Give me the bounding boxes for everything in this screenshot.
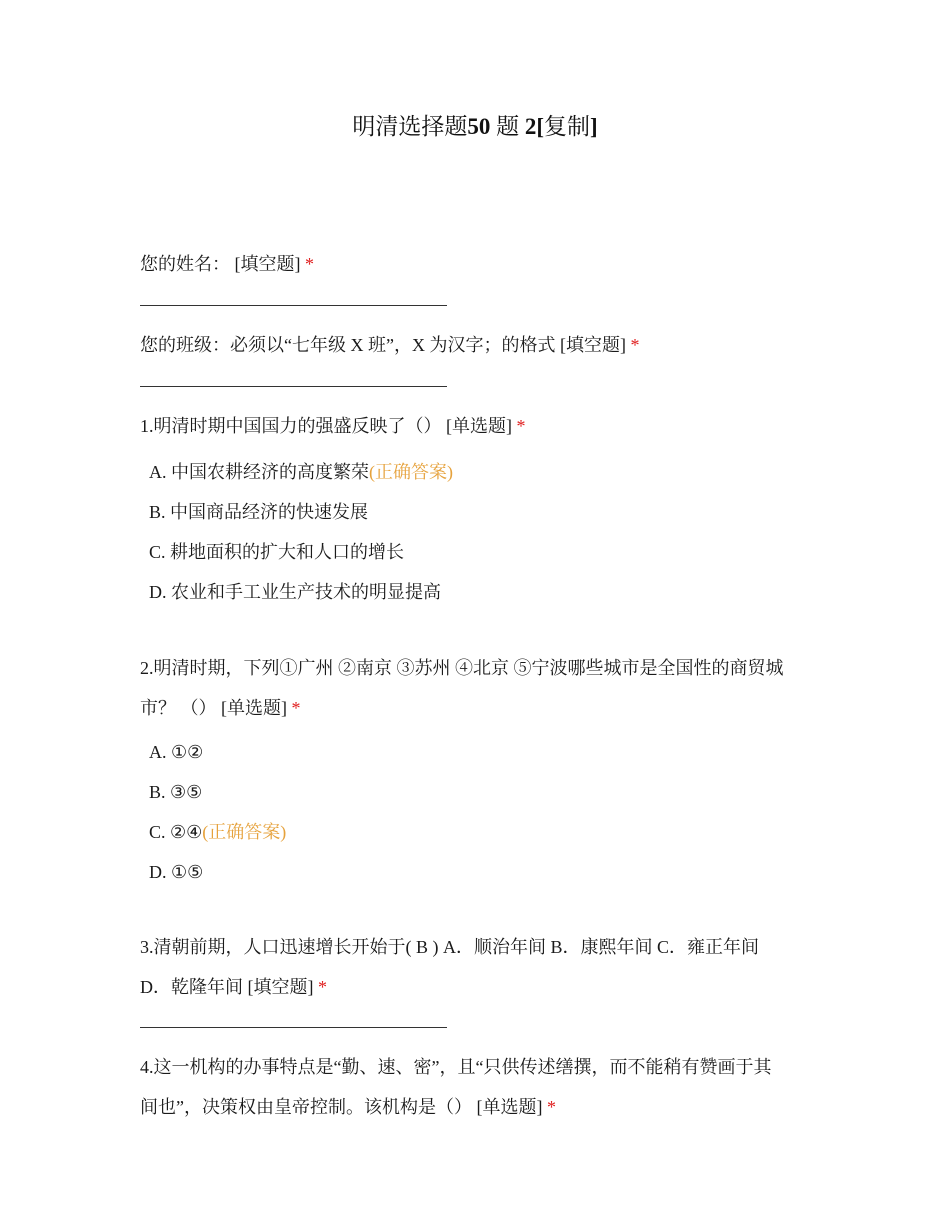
question-1 bbox=[140, 406, 820, 446]
required-mark: * bbox=[546, 1097, 556, 1117]
question-2-option-b[interactable]: B. ③⑤ bbox=[149, 782, 203, 802]
required-mark: * bbox=[291, 698, 301, 718]
title-mid: 题 bbox=[496, 114, 520, 139]
page-title bbox=[0, 110, 950, 144]
question-4-text-line-1: 4.这一机构的办事特点是“勤、速、密”，且“只供传述缮撰，而不能稍有赞画于其 bbox=[140, 1057, 772, 1077]
name-question-label: 您的姓名： [填空题] bbox=[140, 254, 301, 274]
question-3-text-line-1: 3.清朝前期，人口迅速增长开始于( B ) A．顺治年间 B．康熙年间 C．雍正年间 bbox=[140, 937, 760, 957]
required-mark: * bbox=[516, 416, 526, 436]
question-3 bbox=[140, 927, 820, 1007]
correct-answer-marker: (正确答案) bbox=[369, 462, 453, 482]
class-question-label: 您的班级：必须以“七年级 X 班”，X 为汉字；的格式 [填空题] bbox=[140, 335, 626, 355]
question-1-text: 1.明清时期中国国力的强盛反映了（） [单选题] bbox=[140, 416, 512, 436]
question-1-option-b[interactable]: B. 中国商品经济的快速发展 bbox=[149, 502, 369, 522]
question-4-text-line-2: 间也”，决策权由皇帝控制。该机构是（） [单选题] * bbox=[140, 1097, 556, 1117]
question-2-option-d[interactable]: D. ①⑤ bbox=[149, 862, 204, 882]
required-mark: * bbox=[630, 335, 640, 355]
title-number-2: 2[ bbox=[524, 114, 544, 139]
question-2-option-a[interactable]: A. ①② bbox=[149, 742, 204, 762]
question-1-option-a[interactable]: A. 中国农耕经济的高度繁荣(正确答案) bbox=[149, 462, 453, 482]
question-2-text-line-2: 市？ （） [单选题] * bbox=[140, 698, 301, 718]
required-mark: * bbox=[305, 254, 314, 274]
title-number-1: 50 bbox=[467, 114, 491, 139]
class-answer-line[interactable] bbox=[140, 386, 447, 387]
title-main: 明清选择题 bbox=[352, 114, 468, 139]
question-1-option-d[interactable]: D. 农业和手工业生产技术的明显提高 bbox=[149, 582, 441, 602]
title-tail: 复制 bbox=[544, 114, 590, 139]
required-mark: * bbox=[318, 977, 327, 997]
question-4 bbox=[140, 1047, 820, 1127]
question-1-option-c[interactable]: C. 耕地面积的扩大和人口的增长 bbox=[149, 542, 405, 562]
name-question bbox=[140, 244, 820, 284]
question-2-option-c[interactable]: C. ②④(正确答案) bbox=[149, 822, 287, 842]
question-2-text-line-1: 2.明清时期，下列①广州 ②南京 ③苏州 ④北京 ⑤宁波哪些城市是全国性的商贸城 bbox=[140, 658, 784, 678]
question-3-text-line-2: D．乾隆年间 [填空题] * bbox=[140, 977, 327, 997]
question-2 bbox=[140, 648, 820, 728]
title-close: ] bbox=[590, 114, 598, 139]
class-question bbox=[140, 325, 820, 365]
question-3-answer-line[interactable] bbox=[140, 1027, 447, 1028]
name-answer-line[interactable] bbox=[140, 305, 447, 306]
correct-answer-marker: (正确答案) bbox=[202, 822, 287, 842]
